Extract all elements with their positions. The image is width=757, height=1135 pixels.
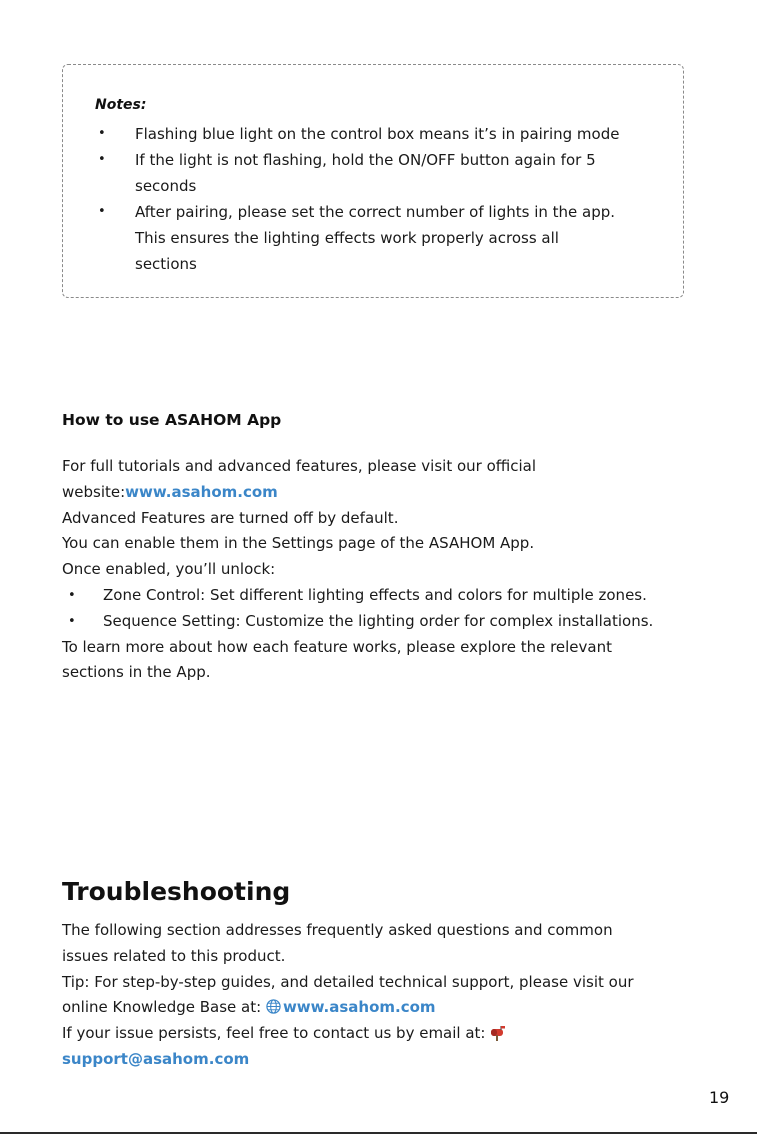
feature-text: Zone Control: Set different lighting effects and colors for multiple zones. — [103, 585, 647, 604]
note-text: Flashing blue light on the control box means it’s in pairing mode — [135, 125, 620, 143]
contact-text: If your issue persists, feel free to contact us by email at: — [62, 1024, 486, 1043]
list-item — [95, 199, 675, 277]
paragraph-line — [62, 480, 712, 506]
notes-box — [62, 64, 684, 298]
note-text: sections — [135, 255, 197, 273]
paragraph-line: The following section addresses frequently asked questions and common — [62, 921, 613, 939]
note-text: After pairing, please set the correct number of lights in the app. — [135, 203, 616, 221]
paragraph-line: You can enable them in the Settings page of the ASAHOM App. — [62, 534, 535, 553]
paragraph-line — [62, 1021, 712, 1047]
paragraph-line: For full tutorials and advanced features, please visit our official — [62, 457, 537, 475]
bullet-icon: • — [98, 152, 106, 167]
globe-icon — [266, 999, 281, 1014]
mailbox-icon — [489, 1025, 507, 1041]
paragraph-line: issues related to this product. — [62, 946, 286, 965]
bottom-divider — [0, 1132, 757, 1134]
notes-list — [95, 121, 675, 277]
paragraph-line: Advanced Features are turned off by default. — [62, 508, 399, 527]
note-text: If the light is not flashing, hold the ON/OFF button again for 5 — [135, 151, 596, 169]
feature-text: Sequence Setting: Customize the lighting order for complex installations. — [103, 611, 654, 630]
paragraph-line: Tip: For step-by-step guides, and detailed technical support, please visit our — [62, 972, 634, 991]
bullet-icon: • — [68, 587, 76, 603]
bullet-icon: • — [68, 613, 76, 629]
troubleshooting-body — [62, 918, 712, 1073]
list-item — [95, 147, 675, 199]
bullet-icon: • — [98, 204, 106, 219]
paragraph-line: Once enabled, you’ll unlock: — [62, 560, 276, 579]
website-label: website: — [62, 482, 126, 501]
troubleshooting-heading: Troubleshooting — [62, 877, 291, 906]
notes-title: Notes: — [95, 97, 147, 113]
app-section-heading: How to use ASAHOM App — [62, 411, 282, 429]
paragraph-line — [62, 995, 712, 1021]
note-text: This ensures the lighting effects work properly across all — [135, 229, 559, 247]
list-item — [62, 609, 712, 635]
knowledge-base-link[interactable]: www.asahom.com — [282, 998, 436, 1017]
knowledge-base-label: online Knowledge Base at: — [62, 998, 266, 1017]
website-link[interactable]: www.asahom.com — [125, 482, 278, 501]
paragraph-line — [62, 1047, 712, 1073]
paragraph-line: To learn more about how each feature works, please explore the relevant — [62, 637, 612, 656]
support-email-link[interactable]: support@asahom.com — [62, 1049, 250, 1068]
list-item — [95, 121, 675, 147]
bullet-icon: • — [98, 126, 106, 141]
page-number: 19 — [709, 1088, 730, 1107]
note-text: seconds — [135, 177, 197, 195]
list-item — [62, 583, 712, 609]
paragraph-line: sections in the App. — [62, 663, 211, 682]
app-section-body — [62, 454, 712, 686]
